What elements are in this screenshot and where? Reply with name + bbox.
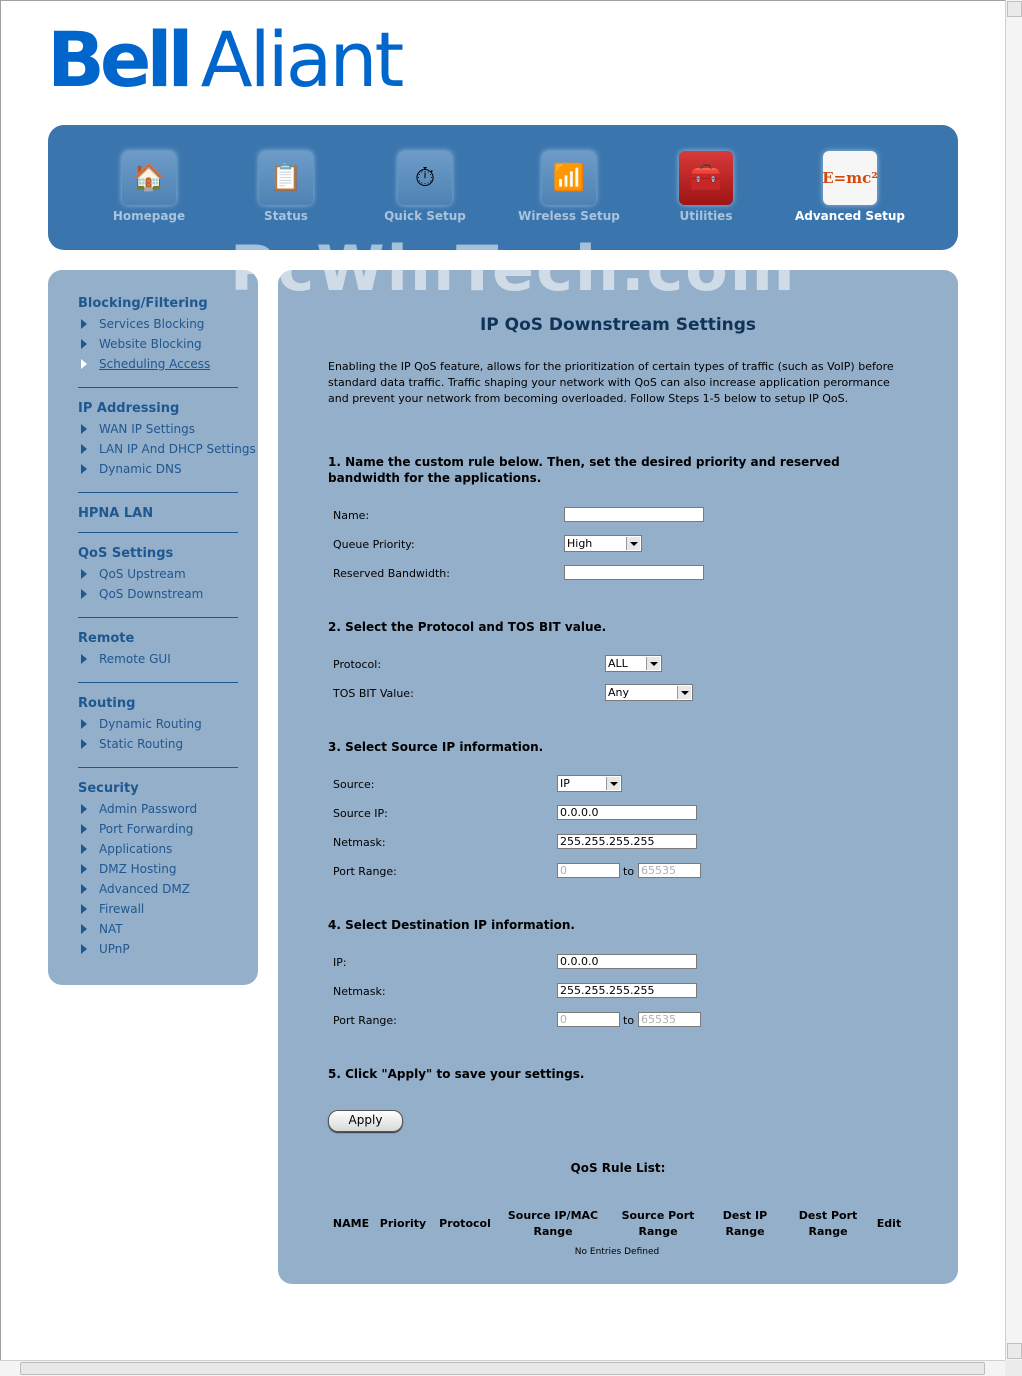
vertical-scrollbar[interactable] bbox=[1005, 0, 1022, 1360]
arrow-right-icon bbox=[81, 654, 87, 664]
nav-status[interactable] bbox=[226, 151, 346, 223]
nav-label: Advanced Setup bbox=[794, 209, 905, 223]
arrow-right-icon bbox=[81, 444, 87, 454]
source-ip-label: Source IP: bbox=[333, 807, 388, 820]
sidebar-item-port-forwarding[interactable]: Port Forwarding bbox=[78, 821, 238, 836]
arrow-right-icon bbox=[81, 569, 87, 579]
source-port-from-input[interactable]: 0 bbox=[557, 863, 620, 878]
column-header-source-port: Source Port Range bbox=[621, 1209, 695, 1238]
page-title: IP QoS Downstream Settings bbox=[479, 315, 757, 335]
arrow-right-icon bbox=[81, 359, 87, 369]
dest-netmask-label: Netmask: bbox=[333, 985, 386, 998]
step-5-heading: 5. Click "Apply" to save your settings. bbox=[328, 1067, 585, 1081]
step-1-heading: 1. Name the custom rule below. Then, set the desired priority and reserved bandwidth for the applications. bbox=[328, 455, 840, 485]
divider bbox=[78, 387, 238, 388]
arrow-right-icon bbox=[81, 904, 87, 914]
horizontal-scrollbar[interactable] bbox=[0, 1360, 1005, 1376]
scroll-up-icon[interactable] bbox=[1007, 1, 1022, 17]
step-4-heading: 4. Select Destination IP information. bbox=[328, 918, 575, 932]
column-header-source-ip: Source IP/MAC Range bbox=[507, 1209, 599, 1238]
arrow-right-icon bbox=[81, 464, 87, 474]
house-icon: 🏠 bbox=[122, 151, 176, 205]
dest-ip-input[interactable]: 0.0.0.0 bbox=[557, 954, 697, 969]
sidebar-heading[interactable]: HPNA LAN bbox=[78, 506, 154, 521]
source-label: Source: bbox=[333, 778, 375, 791]
chevron-down-icon bbox=[646, 657, 660, 670]
rule-list-title: QoS Rule List: bbox=[570, 1161, 666, 1175]
sidebar-item-wan-ip[interactable]: WAN IP Settings bbox=[78, 421, 238, 436]
sidebar-group-routing bbox=[78, 696, 238, 751]
chevron-down-icon bbox=[677, 686, 691, 699]
nav-quick-setup[interactable] bbox=[365, 151, 485, 223]
sidebar-heading[interactable]: QoS Settings bbox=[78, 546, 174, 561]
step-3-heading: 3. Select Source IP information. bbox=[328, 740, 544, 754]
apply-button[interactable]: Apply bbox=[328, 1110, 403, 1132]
arrow-right-icon bbox=[81, 844, 87, 854]
sidebar bbox=[48, 270, 258, 985]
arrow-right-icon bbox=[81, 339, 87, 349]
sidebar-item-website-blocking[interactable]: Website Blocking bbox=[78, 336, 238, 351]
sidebar-heading[interactable]: Blocking/Filtering bbox=[78, 296, 208, 311]
sidebar-heading[interactable]: Remote bbox=[78, 631, 135, 646]
divider bbox=[78, 617, 238, 618]
sidebar-group-ip-addressing bbox=[78, 401, 256, 476]
arrow-right-icon bbox=[81, 864, 87, 874]
arrow-right-icon bbox=[81, 589, 87, 599]
column-header-dest-port: Dest Port Range bbox=[798, 1209, 858, 1238]
sidebar-group-security bbox=[78, 781, 238, 956]
sidebar-item-qos-upstream[interactable]: QoS Upstream bbox=[78, 566, 238, 581]
source-port-range-label: Port Range: bbox=[333, 865, 397, 878]
sidebar-group-qos bbox=[78, 546, 238, 601]
reserved-bandwidth-input[interactable] bbox=[564, 565, 704, 580]
sidebar-group-hpna bbox=[78, 506, 238, 521]
nav-label: Utilities bbox=[679, 209, 733, 223]
divider bbox=[78, 492, 238, 493]
sidebar-item-remote-gui[interactable]: Remote GUI bbox=[78, 651, 238, 666]
to-label: to bbox=[623, 865, 635, 878]
sidebar-group-blocking bbox=[78, 296, 238, 371]
name-input[interactable] bbox=[564, 507, 704, 522]
stopwatch-modem-icon: ⏱ bbox=[398, 151, 452, 205]
scrollbar-corner bbox=[1005, 1360, 1022, 1376]
queue-priority-label: Queue Priority: bbox=[333, 538, 415, 551]
wireless-modem-icon: 📶 bbox=[542, 151, 596, 205]
dest-port-range-label: Port Range: bbox=[333, 1014, 397, 1027]
chevron-down-icon bbox=[606, 777, 620, 790]
divider bbox=[78, 682, 238, 683]
bell-aliant-logo: Bell Aliant bbox=[47, 15, 402, 104]
no-entries-text: No Entries Defined bbox=[574, 1247, 660, 1257]
column-header-dest-ip: Dest IP Range bbox=[722, 1209, 768, 1238]
arrow-right-icon bbox=[81, 924, 87, 934]
source-ip-input[interactable]: 0.0.0.0 bbox=[557, 805, 697, 820]
dest-port-to-input[interactable]: 65535 bbox=[638, 1012, 701, 1027]
dest-netmask-input[interactable]: 255.255.255.255 bbox=[557, 983, 697, 998]
sidebar-item-nat[interactable]: NAT bbox=[78, 921, 238, 936]
dest-ip-label: IP: bbox=[333, 956, 347, 969]
emc2-modem-icon: E=mc² bbox=[823, 151, 877, 205]
nav-homepage[interactable] bbox=[89, 151, 209, 223]
divider bbox=[78, 767, 238, 768]
top-navigation bbox=[48, 125, 958, 250]
sidebar-item-lan-dhcp[interactable]: LAN IP And DHCP Settings bbox=[78, 441, 238, 456]
horizontal-scroll-thumb[interactable] bbox=[20, 1362, 985, 1375]
sidebar-item-firewall[interactable]: Firewall bbox=[78, 901, 238, 916]
arrow-right-icon bbox=[81, 424, 87, 434]
sidebar-item-qos-downstream[interactable]: QoS Downstream bbox=[78, 586, 238, 601]
sidebar-heading[interactable]: Routing bbox=[78, 696, 136, 711]
arrow-right-icon bbox=[81, 739, 87, 749]
sidebar-item-scheduling-access[interactable]: Scheduling Access bbox=[78, 356, 238, 371]
toolbox-icon: 🧰 bbox=[679, 151, 733, 205]
nav-label: Quick Setup bbox=[384, 209, 466, 223]
nav-label: Homepage bbox=[112, 209, 186, 223]
queue-priority-select[interactable]: High bbox=[564, 535, 642, 552]
sidebar-item-dynamic-dns[interactable]: Dynamic DNS bbox=[78, 461, 238, 476]
protocol-label: Protocol: bbox=[333, 658, 382, 671]
sidebar-item-dmz-hosting[interactable]: DMZ Hosting bbox=[78, 861, 238, 876]
to-label: to bbox=[623, 1014, 635, 1027]
main-panel bbox=[278, 270, 958, 1284]
arrow-right-icon bbox=[81, 804, 87, 814]
sidebar-item-dynamic-routing[interactable]: Dynamic Routing bbox=[78, 716, 238, 731]
sidebar-item-admin-password[interactable]: Admin Password bbox=[78, 801, 238, 816]
sidebar-heading[interactable]: Security bbox=[78, 781, 139, 796]
source-netmask-input[interactable]: 255.255.255.255 bbox=[557, 834, 697, 849]
watermark: PcWinTech.com bbox=[230, 232, 797, 305]
nav-label: Wireless Setup bbox=[518, 209, 620, 223]
sidebar-group-remote bbox=[78, 631, 238, 666]
arrow-right-icon bbox=[81, 824, 87, 834]
column-header-protocol: Protocol bbox=[439, 1217, 491, 1230]
sidebar-item-services-blocking[interactable]: Services Blocking bbox=[78, 316, 238, 331]
nav-label: Status bbox=[264, 209, 308, 223]
column-header-edit: Edit bbox=[876, 1217, 902, 1230]
step-2-heading: 2. Select the Protocol and TOS BIT value. bbox=[328, 620, 607, 634]
arrow-right-icon bbox=[81, 319, 87, 329]
protocol-select[interactable]: ALL bbox=[605, 655, 662, 672]
nav-advanced-setup[interactable] bbox=[790, 151, 910, 223]
nav-utilities[interactable] bbox=[646, 151, 766, 223]
tos-bit-select[interactable]: Any bbox=[605, 684, 693, 701]
status-notepad-icon: 📋 bbox=[259, 151, 313, 205]
chevron-down-icon bbox=[626, 537, 640, 550]
arrow-right-icon bbox=[81, 884, 87, 894]
dest-port-from-input[interactable]: 0 bbox=[557, 1012, 620, 1027]
reserved-bandwidth-label: Reserved Bandwidth: bbox=[333, 567, 450, 580]
sidebar-item-upnp[interactable]: UPnP bbox=[78, 941, 238, 956]
sidebar-heading[interactable]: IP Addressing bbox=[78, 401, 180, 416]
arrow-right-icon bbox=[81, 719, 87, 729]
scroll-down-icon[interactable] bbox=[1007, 1343, 1022, 1359]
arrow-right-icon bbox=[81, 944, 87, 954]
source-select[interactable]: IP bbox=[557, 775, 622, 792]
source-netmask-label: Netmask: bbox=[333, 836, 386, 849]
sidebar-item-static-routing[interactable]: Static Routing bbox=[78, 736, 238, 751]
divider bbox=[78, 532, 238, 533]
tos-bit-label: TOS BIT Value: bbox=[333, 687, 414, 700]
sidebar-item-advanced-dmz[interactable]: Advanced DMZ bbox=[78, 881, 238, 896]
column-header-priority: Priority bbox=[379, 1217, 427, 1230]
nav-wireless-setup[interactable] bbox=[509, 151, 629, 223]
column-header-name: NAME bbox=[332, 1217, 370, 1230]
intro-text: Enabling the IP QoS feature, allows for the prioritization of certain types of traffic (such as VoIP) before standard data traffic. Traffic shaping your network with QoS can also increase application perormance and prevent your network from becoming overloaded. Follow Steps 1-5 below to setup IP QoS. bbox=[328, 360, 894, 405]
sidebar-item-applications[interactable]: Applications bbox=[78, 841, 238, 856]
name-label: Name: bbox=[333, 509, 370, 522]
source-port-to-input[interactable]: 65535 bbox=[638, 863, 701, 878]
